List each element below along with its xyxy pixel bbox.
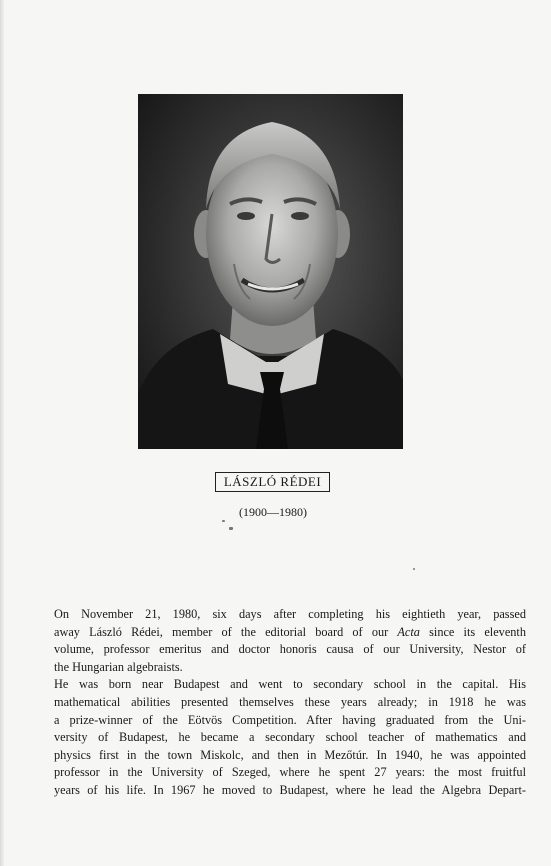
text-line: He was born near Budapest and went to secondary school in the capital. His — [54, 677, 526, 692]
paragraph-2 — [54, 676, 526, 799]
text-line: mathematical abilities presented themselves these years already; in 1918 he was — [54, 694, 526, 709]
text-line: physics first in the town Miskolc, and then in Mezőtúr. In 1940, he was appointed — [54, 747, 526, 762]
text-segment: since its eleventh — [419, 624, 526, 639]
portrait-photo — [138, 94, 403, 449]
portrait-caption-name: LÁSZLÓ RÉDEI — [215, 472, 330, 492]
page-edge-shadow — [0, 0, 4, 866]
portrait-caption-years: (1900—1980) — [239, 505, 307, 519]
journal-name: Acta — [397, 624, 420, 639]
scan-speck — [413, 568, 415, 570]
text-line: professor in the University of Szeged, where he spent 27 years: the most fruitful — [54, 765, 526, 780]
text-line: On November 21, 1980, six days after completing his eightieth year, passed — [54, 607, 526, 621]
text-line — [54, 624, 526, 642]
text-line: volume, professor emeritus and doctor honoris causa of our University, Nestor of — [54, 642, 526, 657]
text-segment: away László Rédei, member of the editorial board of our — [54, 624, 398, 639]
portrait-image — [138, 94, 403, 449]
paragraph-1 — [54, 606, 526, 676]
text-line: the Hungarian algebraists. — [54, 659, 183, 674]
scan-speck — [222, 520, 225, 522]
text-line: years of his life. In 1967 he moved to Budapest, where he lead the Algebra Depart- — [54, 782, 526, 797]
text-line: a prize-winner of the Eötvös Competition. After having graduated from the Uni- — [54, 712, 526, 727]
text-line: versity of Budapest, he became a secondary school teacher of mathematics and — [54, 730, 526, 745]
obituary-text — [54, 606, 526, 800]
scan-speck — [229, 527, 233, 530]
